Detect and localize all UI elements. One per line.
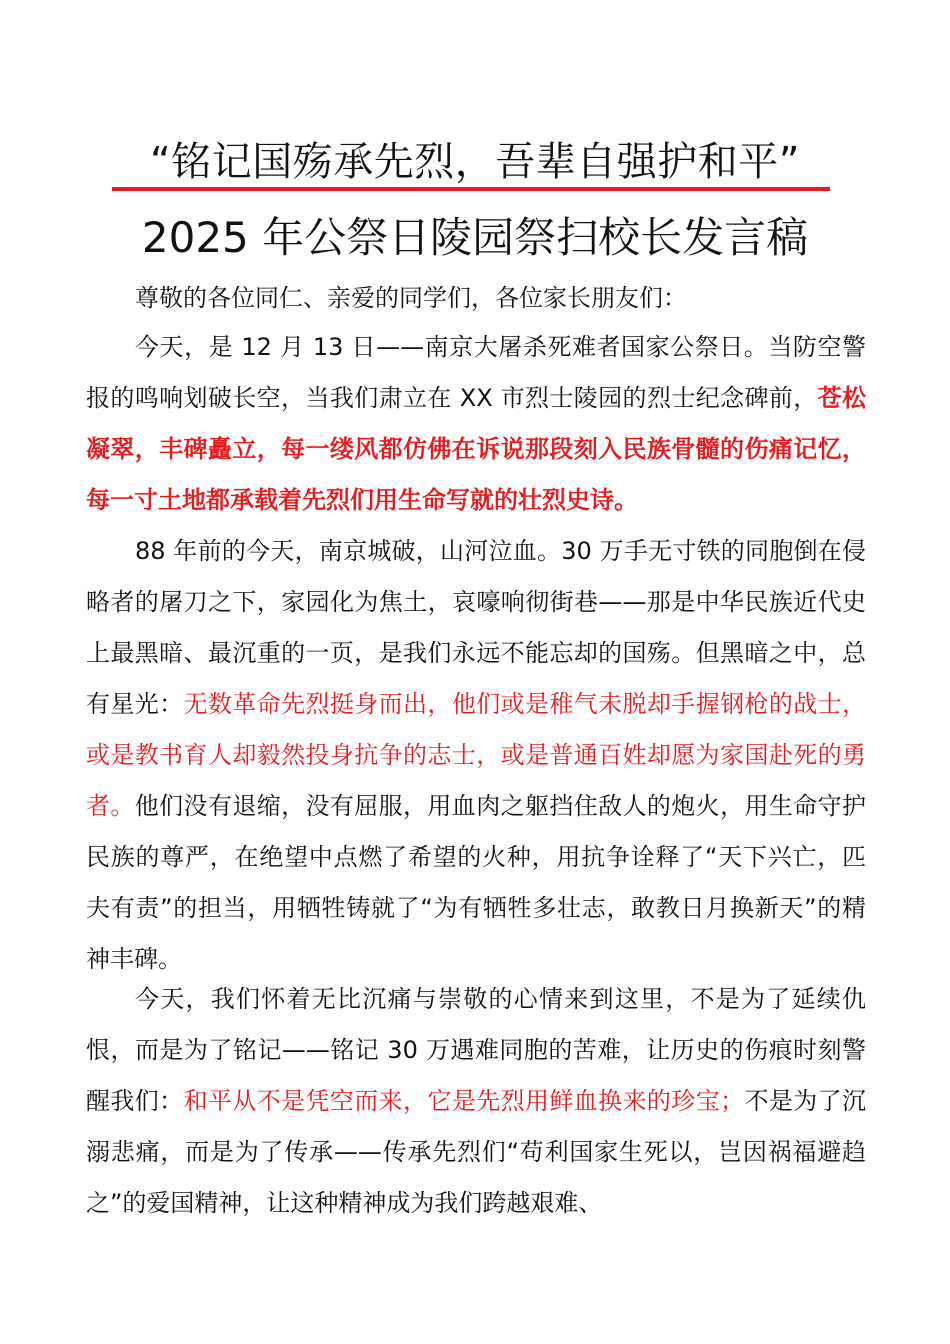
paragraph-2-emphasis: 无数革命先烈挺身而出，他们或是稚气未脱却手握钢枪的战士，或是教书育人却毅然投身抗争的志士，或是普通百姓却愿为家国赴死的勇者。 bbox=[86, 690, 867, 820]
paragraph-3 bbox=[86, 974, 866, 1229]
greeting-text: 尊敬的各位同仁、亲爱的同学们，各位家长朋友们： bbox=[135, 284, 687, 312]
paragraph-3-emphasis: 和平从不是凭空而来，它是先烈用鲜血换来的珍宝； bbox=[183, 1087, 745, 1115]
title-line-2: 2025 年公祭日陵园祭扫校长发言稿 bbox=[141, 213, 809, 262]
paragraph-2-text-a: 88 年前的今天，南京城破，山河泣血。30 万手无寸铁的同胞倒在侵略者的屠刀之下，家园化为焦土，哀嚎响彻街巷——那是中华民族近代史上最黑暗、最沉重的一页，是我们永远不能忘却的国殇。但黑暗之中，总有星光： bbox=[86, 537, 866, 718]
title-line-1: “铭记国殇承先烈，吾辈自强护和平” bbox=[150, 139, 800, 185]
paragraph-3-text-b: 不是为了沉溺悲痛，而是为了传承——传承先烈们“苟利国家生死以，岂因祸福避趋之”的爱国精神，让这种精神成为我们跨越艰难、 bbox=[86, 1087, 867, 1217]
paragraph-2-text-b: 他们没有退缩，没有屈服，用血肉之躯挡住敌人的炮火，用生命守护民族的尊严，在绝望中点燃了希望的火种，用抗争诠释了“天下兴亡，匹夫有责”的担当，用牺牲铸就了“为有牺牲多壮志，敢教日月换新天”的精神丰碑。 bbox=[86, 792, 867, 973]
paragraph-1-text: 今天，是 12 月 13 日——南京大屠杀死难者国家公祭日。当防空警报的鸣响划破长空，当我们肃立在 XX 市烈士陵园的烈士纪念碑前， bbox=[86, 333, 866, 412]
paragraph-3-text-a: 今天，我们怀着无比沉痛与崇敬的心情来到这里，不是为了延续仇恨，而是为了铭记——铭记 30 万遇难同胞的苦难，让历史的伤痕时刻警醒我们： bbox=[86, 985, 866, 1115]
paragraph-1 bbox=[86, 322, 866, 526]
greeting-paragraph bbox=[86, 273, 866, 324]
paragraph-2 bbox=[86, 526, 866, 985]
paragraph-1-emphasis: 苍松凝翠，丰碑矗立，每一缕风都仿佛在诉说那段刻入民族骨髓的伤痛记忆，每一寸土地都承载着先烈们用生命写就的壮烈史诗。 bbox=[86, 384, 867, 514]
title-underline bbox=[112, 187, 830, 191]
